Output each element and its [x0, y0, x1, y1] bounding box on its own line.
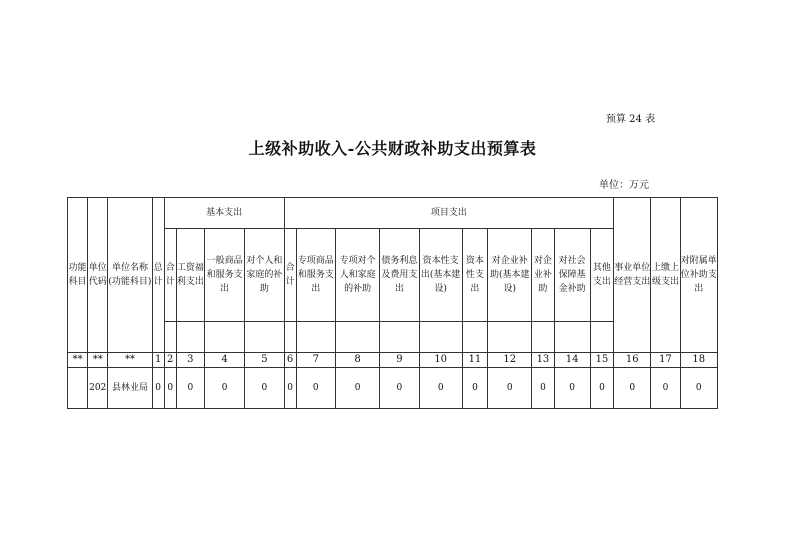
row-value: 0 — [590, 368, 613, 409]
head-basic-col: 一般商品和服务支出 — [204, 229, 244, 322]
code-cell: 1 — [152, 353, 164, 368]
code-cell: ** — [68, 353, 88, 368]
head-spacer — [554, 322, 590, 353]
row-value: 0 — [296, 368, 335, 409]
head-project-col: 债务利息及费用支出 — [380, 229, 419, 322]
head-project-col: 对社会保障基金补助 — [554, 229, 590, 322]
head-spacer — [164, 322, 176, 353]
row-value: 0 — [554, 368, 590, 409]
code-cell: 9 — [380, 353, 419, 368]
code-cell: ** — [108, 353, 152, 368]
code-cell: 15 — [590, 353, 613, 368]
head-project-col: 其他支出 — [590, 229, 613, 322]
row-value: 0 — [651, 368, 680, 409]
head-spacer — [532, 322, 554, 353]
head-spacer — [296, 322, 335, 353]
head-project-col: 资本性支出(基本建设) — [419, 229, 462, 322]
row-unit-code: 202 — [88, 368, 108, 409]
head-enterprise-op: 事业单位经营支出 — [614, 198, 651, 353]
row-value: 0 — [164, 368, 176, 409]
row-value: 0 — [419, 368, 462, 409]
row-value: 0 — [462, 368, 487, 409]
code-cell: 11 — [462, 353, 487, 368]
code-cell: 18 — [680, 353, 717, 368]
head-basic-col: 对个人和家庭的补助 — [245, 229, 284, 322]
row-value: 0 — [532, 368, 554, 409]
form-number: 预算 24 表 — [606, 114, 656, 125]
code-cell: 4 — [204, 353, 244, 368]
code-cell: 16 — [614, 353, 651, 368]
row-unit-name: 县林业局 — [108, 368, 152, 409]
row-value: 0 — [152, 368, 164, 409]
head-basic-col: 合计 — [164, 229, 176, 322]
code-cell: 10 — [419, 353, 462, 368]
row-value: 0 — [488, 368, 532, 409]
head-spacer — [335, 322, 379, 353]
head-spacer — [462, 322, 487, 353]
head-basic-col: 工资福利支出 — [176, 229, 204, 322]
code-cell: 13 — [532, 353, 554, 368]
head-project-group: 项目支出 — [284, 198, 614, 229]
row-value: 0 — [284, 368, 296, 409]
code-cell: 6 — [284, 353, 296, 368]
code-cell: ** — [88, 353, 108, 368]
head-unit-code: 单位代码 — [88, 198, 108, 353]
head-spacer — [380, 322, 419, 353]
head-spacer — [245, 322, 284, 353]
head-spacer — [284, 322, 296, 353]
code-cell: 8 — [335, 353, 379, 368]
head-func-subject: 功能科目 — [68, 198, 88, 353]
head-spacer — [176, 322, 204, 353]
head-spacer — [488, 322, 532, 353]
head-project-col: 合计 — [284, 229, 296, 322]
head-project-col: 资本性支出 — [462, 229, 487, 322]
code-cell: 3 — [176, 353, 204, 368]
head-subsidiary-grant: 对附属单位补助支出 — [680, 198, 717, 353]
row-value: 0 — [204, 368, 244, 409]
page-title: 上级补助收入-公共财政补助支出预算表 — [248, 139, 537, 158]
code-cell: 17 — [651, 353, 680, 368]
head-spacer — [590, 322, 613, 353]
row-value: 0 — [335, 368, 379, 409]
head-unit-name: 单位名称(功能科目) — [108, 198, 152, 353]
code-cell: 12 — [488, 353, 532, 368]
code-cell: 2 — [164, 353, 176, 368]
head-project-col: 对企业补助 — [532, 229, 554, 322]
row-func-subject — [68, 368, 88, 409]
head-basic-group: 基本支出 — [164, 198, 284, 229]
column-code-row — [68, 353, 718, 368]
row-value: 0 — [245, 368, 284, 409]
table-row — [68, 368, 718, 409]
code-cell: 7 — [296, 353, 335, 368]
row-value: 0 — [380, 368, 419, 409]
head-total: 总计 — [152, 198, 164, 353]
row-value: 0 — [614, 368, 651, 409]
head-project-col: 对企业补助(基本建设) — [488, 229, 532, 322]
head-upper-grant: 上缴上级支出 — [651, 198, 680, 353]
row-value: 0 — [176, 368, 204, 409]
head-project-col: 专项对个人和家庭的补助 — [335, 229, 379, 322]
head-spacer — [419, 322, 462, 353]
unit-label: 单位：万元 — [599, 180, 649, 191]
budget-table — [67, 197, 718, 409]
code-cell: 14 — [554, 353, 590, 368]
row-value: 0 — [680, 368, 717, 409]
code-cell: 5 — [245, 353, 284, 368]
head-spacer — [204, 322, 244, 353]
head-project-col: 专项商品和服务支出 — [296, 229, 335, 322]
